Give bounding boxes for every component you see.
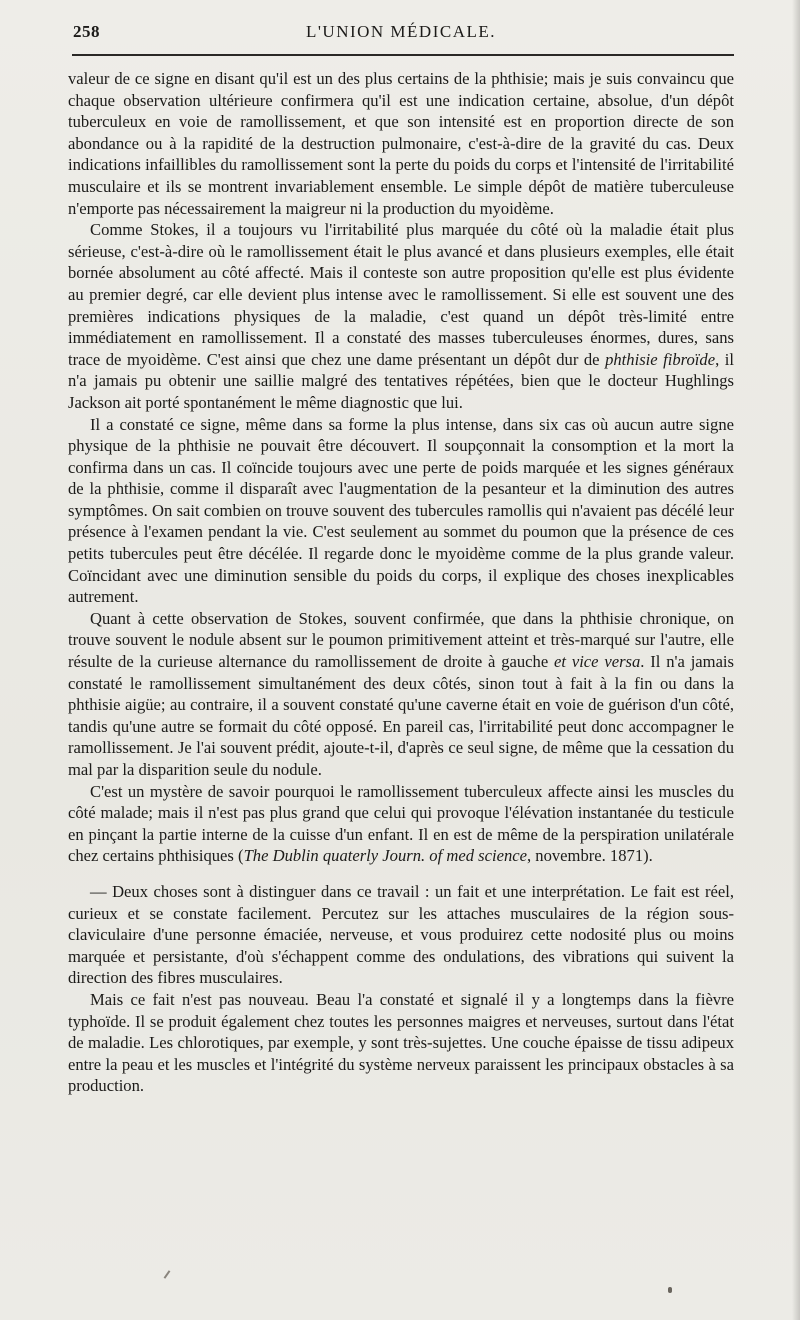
paragraph-4-text-a: Quant à cette observation de Stokes, souvent confirmée, que dans la phthisie chronique, on trouve souvent le nodule absent sur le poumon primitivement atteint et très-marqué sur l'autre, elle résulte de la curieuse alternance du ramollissement de droite à gauche <box>68 608 734 672</box>
paragraph-6-text: — Deux choses sont à distinguer dans ce travail : un fait et une interprétation. Le fait est réel, curieux et se constate facilement. Percutez sur les attaches musculaires de la région sous-claviculaire d'une personne émaciée, nerveuse, et vous produirez cette nodosité plus ou moins marquée et persistante, d'où s'échappent comme des ondulations, des vibrations qui suivent la direction des fibres musculaires. <box>68 881 734 988</box>
running-head <box>68 22 734 50</box>
paragraph-1 <box>68 68 734 219</box>
paragraph-5-text-b: , novembre. 1871). <box>526 846 653 866</box>
paragraph-4 <box>68 608 734 781</box>
paragraph-1-text: valeur de ce signe en disant qu'il est un des plus certains de la phthisie; mais je suis convaincu que chaque observation ultérieure confirmera qu'il est une indication certaine, absolue, d'un dépôt tuberculeux en voie de ramollissement, et que son intensité est en proportion directe de son abondance ou à la rapidité de la destruction pulmonaire, c'est-à-dire de la gravité du cas. Deux indications infaillibles du ramollissement sont la perte du poids du corps et l'intensité de l'irritabilité musculaire et ils se montrent invariablement ensemble. Le simple dépôt de matière tuberculeuse n'emporte pas nécessairement la maigreur ni la production du myoidème. <box>68 69 734 218</box>
paragraph-2-text-a: Comme Stokes, il a toujours vu l'irritabilité plus marquée du côté où la maladie était plus sérieuse, c'est-à-dire où le ramollissement était le plus avancé et dans plusieurs exemples, elle était bornée absolument au côté affecté. Mais il conteste son autre proposition qu'elle est plus évidente au premier degré, car elle devient plus intense avec le ramollissement. Si elle est souvent une des premières indications physiques de la maladie, c'est quand un dépôt très-limité entre immédiatement en ramollissement. Il a constaté des masses tuberculeuses énormes, dures, sans trace de myoidème. C'est ainsi que chez une dame présentant un dépôt dur de <box>68 220 734 369</box>
page-edge-shadow <box>792 0 800 1320</box>
journal-title: L'UNION MÉDICALE. <box>305 22 497 41</box>
paper-speck <box>164 1270 171 1279</box>
paragraph-7 <box>68 989 734 1097</box>
paragraph-5-journal-citation: The Dublin quaterly Journ. of med science <box>243 846 527 866</box>
paragraph-2-text-b: , il n'a jamais pu obtenir une saillie malgré des tentatives répétées, bien que le docteur Hughlings Jackson ait porté spontanément le même diagnostic que lui. <box>68 349 734 412</box>
article-body <box>68 68 734 1097</box>
header-rule <box>72 54 734 56</box>
paragraph-3-text: Il a constaté ce signe, même dans sa forme la plus intense, dans six cas où aucun autre signe physique de la phthisie ne pouvait être découvert. Il soupçonnait la consomption et la mort la confirma dans un cas. Il coïncide toujours avec une perte de poids marquée et les signes généraux de la phthisie, comme il disparaît avec l'augmentation de la pesanteur et la diminution des autres symptômes. On sait combien on trouve souvent des tubercules ramollis qui n'avaient pas décélé leur présence à l'examen pendant la vie. C'est seulement au sommet du poumon que la présence de ces petits tubercules peut être décélée. Il regarde donc le myoidème comme de la plus grande valeur. Coïncidant avec une diminution sensible du poids du corps, il explique des choses inexplicables autrement. <box>68 414 734 607</box>
paragraph-5-text-a: C'est un mystère de savoir pourquoi le ramollissement tuberculeux affecte ainsi les muscles du côté malade; mais il n'est pas plus grand que celui qui provoque l'élévation instantanée du testicule en pinçant la partie interne de la cuisse d'un enfant. Il en est de même de la perspiration unilatérale chez certains phthisiques ( <box>68 781 734 866</box>
paragraph-5 <box>68 781 734 867</box>
paragraph-2-italic-term: phthisie fibroïde <box>605 349 716 369</box>
paragraph-2 <box>68 219 734 413</box>
paper-mark <box>668 1287 672 1293</box>
paragraph-3 <box>68 414 734 608</box>
page-number: 258 <box>73 22 100 41</box>
paragraph-4-text-b: . Il n'a jamais constaté le ramollissement simultanément des deux côtés, sinon tout à fait à la fin ou dans la phthisie aigüe; au contraire, il a souvent constaté qu'une caverne était en voie de guérison d'un côté, tandis qu'une autre se formait du côté opposé. En pareil cas, l'irritabilité peut donc accompagner le ramollissement. Je l'ai souvent prédit, ajoute-t-il, d'après ce seul signe, de même que la cessation du mal par la disparition seule du nodule. <box>68 652 735 779</box>
paragraph-7-text: Mais ce fait n'est pas nouveau. Beau l'a constaté et signalé il y a longtemps dans la fièvre typhoïde. Il se produit également chez toutes les personnes maigres et nerveuses, surtout dans l'état de maladie. Les chlorotiques, par exemple, y sont très-sujettes. Une couche épaisse de tissu adipeux entre la peau et les muscles et l'intégrité du système nerveux paraissent les principaux obstacles à sa production. <box>68 989 734 1096</box>
paragraph-6 <box>68 881 734 989</box>
paragraph-4-italic-phrase: et vice versa <box>554 652 641 672</box>
